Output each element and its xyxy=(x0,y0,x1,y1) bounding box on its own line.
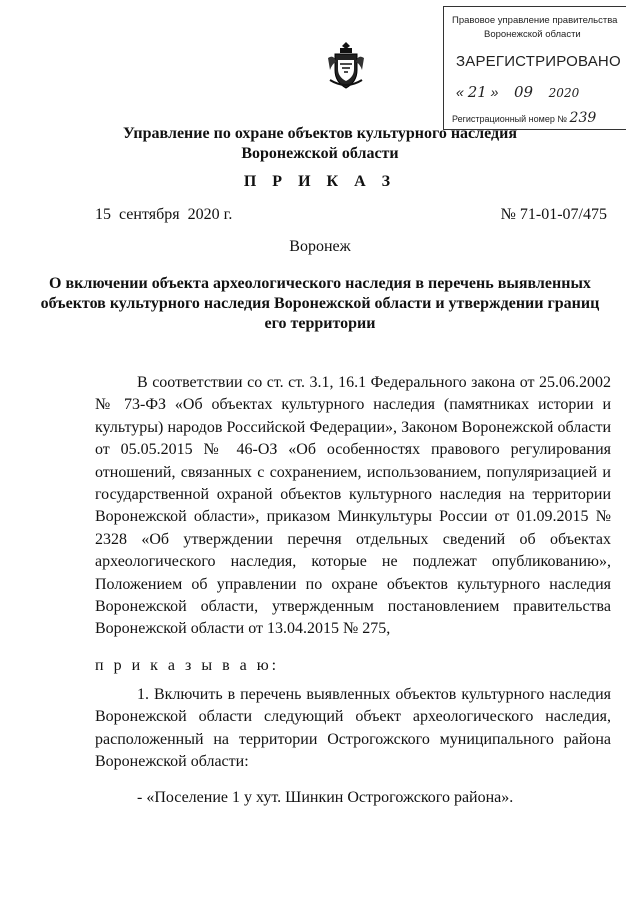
stamp-date-month: 09 xyxy=(514,83,534,101)
city: Воронеж xyxy=(289,238,351,255)
document-number: № 71-01-07/475 xyxy=(500,206,607,223)
stamp-line-1: Правовое управление правительства xyxy=(452,15,618,26)
agency-name xyxy=(0,124,640,164)
document-date: 15 сентября 2020 г. xyxy=(95,206,233,223)
stamp-registered: ЗАРЕГИСТРИРОВАНО xyxy=(456,53,621,70)
point-1: 1. Включить в перечень выявленных объектов культурного наследия Воронежской области следующий объект археологического наследия, расположенный на территории Острогожского муниципального района Воронежской области: xyxy=(95,686,611,771)
registration-stamp xyxy=(443,6,626,130)
stamp-number-value: 239 xyxy=(569,110,597,126)
agency-line-2: Воронежской области xyxy=(241,145,399,162)
list-item: - «Поселение 1 у хут. Шинкин Острогожского района». xyxy=(137,789,514,806)
coat-of-arms-icon xyxy=(326,40,366,92)
stamp-line-2: Воронежской области xyxy=(484,29,581,40)
order-word: п р и к а з ы в а ю: xyxy=(95,657,280,674)
document-type: П Р И К А З xyxy=(243,173,397,190)
stamp-date-year: 2020 xyxy=(548,86,580,100)
stamp-date: « 21 » 09 2020 xyxy=(456,83,580,101)
stamp-date-day: 21 xyxy=(467,83,487,101)
stamp-number-label: Регистрационный номер № xyxy=(452,114,568,124)
document-title: О включении объекта археологического наследия в перечень выявленных объектов культурного наследия Воронежской области и утверждении границ его территории xyxy=(40,275,600,332)
agency-line-1: Управление по охране объектов культурного наследия xyxy=(123,125,517,142)
paragraph-preamble: В соответствии со ст. ст. 3.1, 16.1 Федерального закона от 25.06.2002 № 73-ФЗ «Об объектах культурного наследия (памятниках истории и культуры) народов Российской Федерации», Законом Воронежской области от 05.05.2015 № 46-ОЗ «Об особенностях правового регулирования отношений, связанных с сохранением, использованием, популяризацией и государственной охраной объектов культурного наследия на территории Воронежской области», приказом Минкультуры России от 01.09.2015 № 2328 «Об утверждении перечня отдельных сведений об объектах археологического наследия, которые не подлежат опубликованию», Положением об управлении по охране объектов культурного наследия Воронежской области, утвержденным постановлением правительства Воронежской области от 13.04.2015 № 275, xyxy=(95,374,611,638)
